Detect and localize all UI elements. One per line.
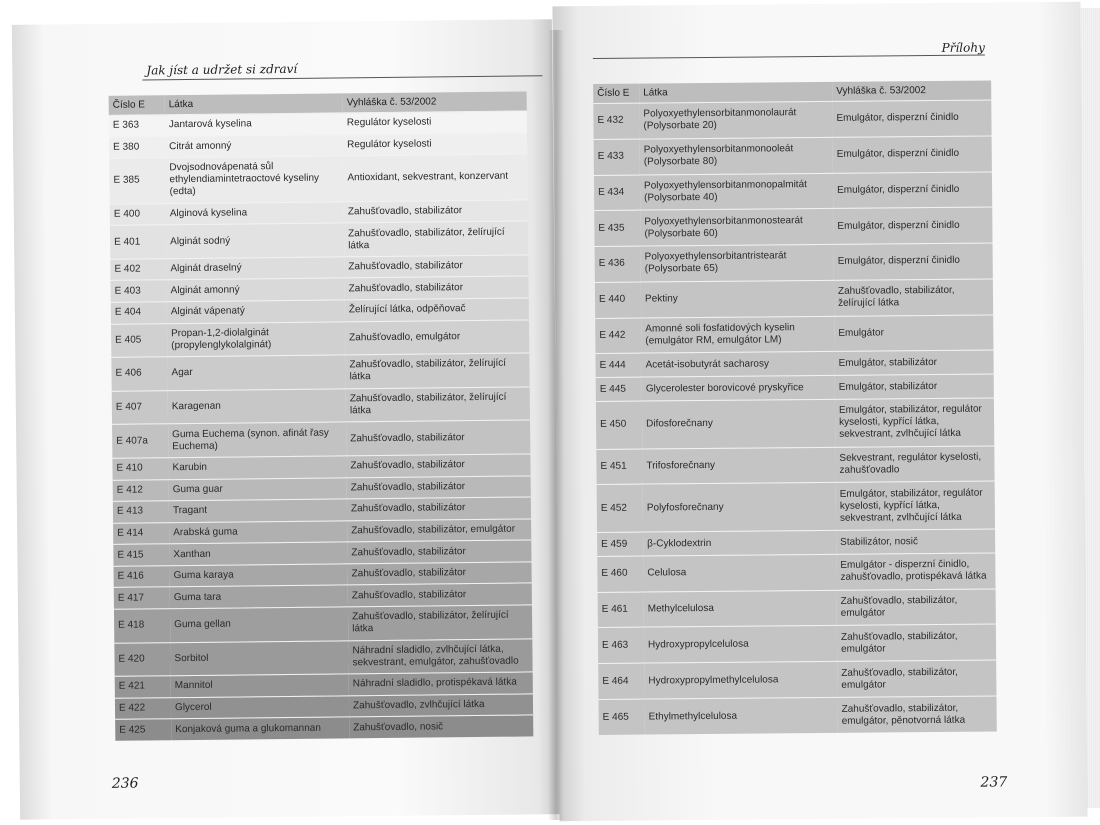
table-row <box>597 529 995 556</box>
cell-substance: Xanthan <box>169 542 347 565</box>
cell-code: E 405 <box>111 323 167 357</box>
cell-code: E 363 <box>109 115 165 137</box>
table-row <box>594 172 992 211</box>
cell-substance: Acetát-isobutyrát sacharosy <box>641 352 834 377</box>
table-row <box>114 605 532 643</box>
table-row <box>115 715 533 741</box>
cell-regulation: Zahušťovadlo, stabilizátor, želírující látka <box>345 353 529 389</box>
cell-regulation: Želírující látka, odpěňovač <box>345 298 529 322</box>
cell-substance: Mannitol <box>171 674 349 697</box>
cell-substance: β-Cyklodextrin <box>643 531 836 556</box>
table-row <box>595 315 993 354</box>
column-header-substance: Látka <box>639 82 832 103</box>
cell-code: E 418 <box>114 609 170 643</box>
cell-code: E 440 <box>595 282 641 318</box>
cell-code: E 415 <box>113 544 169 566</box>
table-row <box>597 553 995 592</box>
cell-code: E 410 <box>112 458 168 480</box>
left-e-number-table <box>109 91 534 741</box>
cell-code: E 463 <box>598 628 644 664</box>
cell-code: E 417 <box>114 587 170 609</box>
cell-code: E 403 <box>111 280 167 302</box>
cell-code: E 461 <box>598 592 644 628</box>
cell-regulation: Zahušťovadlo, stabilizátor, želírující látka <box>348 605 532 641</box>
cell-regulation: Zahušťovadlo, stabilizátor <box>347 540 531 564</box>
table-row <box>112 420 530 458</box>
table-row <box>109 154 527 204</box>
cell-substance: Guma guar <box>169 477 347 500</box>
cell-substance: Guma gellan <box>170 607 348 642</box>
cell-substance: Methylcelulosa <box>644 590 837 627</box>
cell-regulation: Emulgátor, disperzní činidlo <box>834 243 993 280</box>
cell-substance: Polyoxyethylensorbitanmonolaurát (Polysorbate 20) <box>639 101 832 138</box>
cell-substance: Glycerolester borovicové pryskyřice <box>642 375 835 400</box>
table-row <box>598 589 996 628</box>
cell-regulation: Zahušťovadlo, stabilizátor <box>346 454 530 478</box>
cell-substance: Hydroxypropylmethylcelulosa <box>644 662 837 699</box>
cell-substance: Ethylmethylcelulosa <box>645 697 838 734</box>
table-row <box>111 353 529 391</box>
cell-regulation: Emulgátor, disperzní činidlo <box>833 136 992 173</box>
table-row <box>111 320 529 358</box>
cell-substance: Citrát amonný <box>165 134 343 157</box>
cell-code: E 442 <box>595 318 641 354</box>
cell-regulation: Zahušťovadlo, nosič <box>349 715 533 739</box>
cell-code: E 452 <box>597 484 643 532</box>
column-header-code: Číslo E <box>109 95 165 115</box>
cell-code: E 465 <box>599 699 645 735</box>
cell-substance: Alginát draselný <box>166 257 344 280</box>
cell-substance: Dvojsodnovápenatá sůl ethylendiamintetraoctové kyseliny (edta) <box>165 156 343 203</box>
book-gutter <box>548 30 564 820</box>
cell-code: E 407 <box>112 391 168 425</box>
cell-substance: Guma tara <box>170 585 348 608</box>
cell-substance: Polyoxyethylensorbitanmonooleát (Polysorbate 80) <box>640 137 833 174</box>
cell-regulation: Stabilizátor, nosič <box>836 529 995 554</box>
cell-regulation: Emulgátor, stabilizátor <box>835 374 994 399</box>
cell-regulation: Regulátor kyselosti <box>343 133 527 157</box>
right-e-number-table <box>593 80 997 735</box>
cell-code: E 436 <box>595 246 641 282</box>
cell-regulation: Zahušťovadlo, stabilizátor <box>348 583 532 607</box>
cell-regulation: Antioxidant, sekvestrant, konzervant <box>343 154 527 202</box>
cell-code: E 406 <box>111 357 167 391</box>
cell-code: E 412 <box>113 479 169 501</box>
cell-substance: Alginát amonný <box>167 278 345 301</box>
left-page <box>12 19 560 820</box>
cell-regulation: Zahušťovadlo, stabilizátor <box>347 475 531 499</box>
table-row <box>595 243 993 282</box>
table-row <box>599 696 997 735</box>
cell-regulation: Zahušťovadlo, stabilizátor, emulgátor <box>837 660 996 697</box>
cell-regulation: Zahušťovadlo, stabilizátor, želírující látka <box>344 221 528 257</box>
table-row <box>112 387 530 425</box>
cell-code: E 434 <box>594 175 640 211</box>
table-row <box>110 221 528 259</box>
cell-code: E 460 <box>597 556 643 592</box>
table-row <box>594 207 992 246</box>
table-row <box>595 279 993 318</box>
table-row <box>594 136 992 175</box>
right-page-number: 237 <box>980 774 1008 791</box>
table-row <box>598 660 996 699</box>
cell-code: E 380 <box>109 136 165 158</box>
cell-substance: Sorbitol <box>170 640 348 675</box>
cell-regulation: Emulgátor, disperzní činidlo <box>833 172 992 209</box>
cell-substance: Karagenan <box>168 389 346 424</box>
column-header-substance: Látka <box>165 93 343 114</box>
table-row <box>596 374 994 401</box>
table-row <box>595 350 993 377</box>
cell-regulation: Zahušťovadlo, stabilizátor <box>345 276 529 300</box>
cell-code: E 450 <box>596 401 642 449</box>
cell-regulation: Zahušťovadlo, stabilizátor, želírující látka <box>346 387 530 423</box>
cell-code: E 451 <box>596 449 642 485</box>
cell-substance: Hydroxypropylcelulosa <box>644 626 837 663</box>
cell-substance: Alginát vápenatý <box>167 300 345 323</box>
cell-regulation: Zahušťovadlo, emulgátor <box>345 320 529 356</box>
cell-substance: Karubin <box>168 456 346 479</box>
cell-substance: Konjaková guma a glukomannan <box>171 717 349 740</box>
cell-code: E 444 <box>595 353 641 377</box>
right-page <box>552 2 1087 822</box>
cell-substance: Polyfosforečnany <box>643 483 836 532</box>
cell-regulation: Emulgátor, stabilizátor, regulátor kyselosti, kypřící látka, sekvestrant, zvlhčující látka <box>836 481 995 530</box>
cell-regulation: Emulgátor <box>834 315 993 352</box>
cell-code: E 413 <box>113 501 169 523</box>
cell-code: E 420 <box>114 642 170 676</box>
cell-substance: Polyoxyethylensorbitanmonopalmitát (Polysorbate 40) <box>640 173 833 210</box>
right-table-body <box>593 100 996 735</box>
cell-substance: Guma karaya <box>170 564 348 587</box>
cell-regulation: Zahušťovadlo, stabilizátor <box>346 420 530 456</box>
cell-regulation: Zahušťovadlo, stabilizátor, emulgátor <box>347 519 531 543</box>
cell-code: E 404 <box>111 302 167 324</box>
cell-substance: Polyoxyethylensorbitantristearát (Polysorbate 65) <box>641 244 834 281</box>
cell-regulation: Emulgátor, disperzní činidlo <box>833 207 992 244</box>
cell-code: E 416 <box>114 566 170 588</box>
cell-regulation: Zahušťovadlo, stabilizátor, želírující látka <box>834 279 993 316</box>
cell-regulation: Regulátor kyselosti <box>343 111 527 135</box>
table-row <box>596 446 994 485</box>
cell-regulation: Zahušťovadlo, stabilizátor <box>348 562 532 586</box>
cell-regulation: Zahušťovadlo, stabilizátor <box>344 200 528 224</box>
cell-code: E 401 <box>110 225 166 259</box>
column-header-regulation: Vyhláška č. 53/2002 <box>832 80 991 101</box>
cell-code: E 464 <box>598 663 644 699</box>
cell-regulation: Zahušťovadlo, stabilizátor, emulgátor <box>837 624 996 661</box>
cell-code: E 400 <box>110 203 166 225</box>
left-table-body <box>109 111 534 741</box>
cell-substance: Tragant <box>169 499 347 522</box>
cell-regulation: Zahušťovadlo, stabilizátor <box>347 497 531 521</box>
left-page-number: 236 <box>111 775 139 792</box>
cell-substance: Difosforečnany <box>642 399 835 448</box>
table-row <box>593 100 991 139</box>
cell-substance: Propan-1,2-diolalginát (propylenglykolalginát) <box>167 322 345 357</box>
table-row <box>597 481 995 532</box>
cell-regulation: Zahušťovadlo, stabilizátor, emulgátor, pěnotvorná látka <box>837 696 996 733</box>
cell-substance: Glycerol <box>171 696 349 719</box>
cell-substance: Amonné soli fosfatidových kyselin (emulgátor RM, emulgátor LM) <box>641 316 834 353</box>
cell-substance: Pektiny <box>641 280 834 317</box>
cell-regulation: Sekvestrant, regulátor kyselosti, zahušťovadlo <box>835 446 994 483</box>
cell-substance: Polyoxyethylensorbitanmonostearát (Polysorbate 60) <box>640 209 833 246</box>
cell-code: E 445 <box>596 377 642 401</box>
cell-code: E 407a <box>112 424 168 458</box>
cell-code: E 385 <box>109 158 165 204</box>
cell-code: E 422 <box>115 697 171 719</box>
cell-code: E 421 <box>115 676 171 698</box>
cell-code: E 432 <box>593 103 639 139</box>
cell-substance: Guma Euchema (synon. afinát řasy Euchema) <box>168 422 346 457</box>
cell-code: E 414 <box>113 522 169 544</box>
cell-regulation: Emulgátor, stabilizátor, regulátor kyselosti, kypřící látka, sekvestrant, zvlhčující látka <box>835 398 994 447</box>
cell-substance: Jantarová kyselina <box>165 113 343 136</box>
right-running-header: Přílohy <box>941 40 985 55</box>
cell-substance: Arabská guma <box>169 521 347 544</box>
cell-regulation: Náhradní sladidlo, zvlhčující látka, sekvestrant, emulgátor, zahušťovadlo <box>348 638 532 674</box>
cell-regulation: Zahušťovadlo, stabilizátor, emulgátor <box>837 589 996 626</box>
cell-code: E 459 <box>597 532 643 556</box>
table-row <box>596 398 994 449</box>
cell-code: E 425 <box>115 719 171 741</box>
cell-code: E 433 <box>594 139 640 175</box>
cell-substance: Trifosforečnany <box>642 447 835 484</box>
cell-regulation: Emulgátor, stabilizátor <box>834 350 993 375</box>
table-row <box>598 624 996 663</box>
cell-substance: Alginát sodný <box>166 223 344 258</box>
left-running-header: Jak jíst a udržet si zdraví <box>146 61 298 78</box>
cell-regulation: Emulgátor, disperzní činidlo <box>832 100 991 137</box>
column-header-code: Číslo E <box>593 84 639 104</box>
cell-substance: Alginová kyselina <box>166 202 344 225</box>
cell-regulation: Zahušťovadlo, zvlhčující látka <box>349 694 533 718</box>
cell-regulation: Zahušťovadlo, stabilizátor <box>344 255 528 279</box>
cell-substance: Agar <box>167 355 345 390</box>
right-header-rule <box>593 55 985 59</box>
cell-code: E 435 <box>594 210 640 246</box>
cell-code: E 402 <box>110 259 166 281</box>
column-header-regulation: Vyhláška č. 53/2002 <box>343 91 527 112</box>
cell-regulation: Náhradní sladidlo, protispékavá látka <box>349 672 533 696</box>
table-row <box>114 638 532 676</box>
cell-substance: Celulosa <box>643 554 836 591</box>
cell-regulation: Emulgátor - disperzní činidlo, zahušťovadlo, protispékavá látka <box>836 553 995 590</box>
